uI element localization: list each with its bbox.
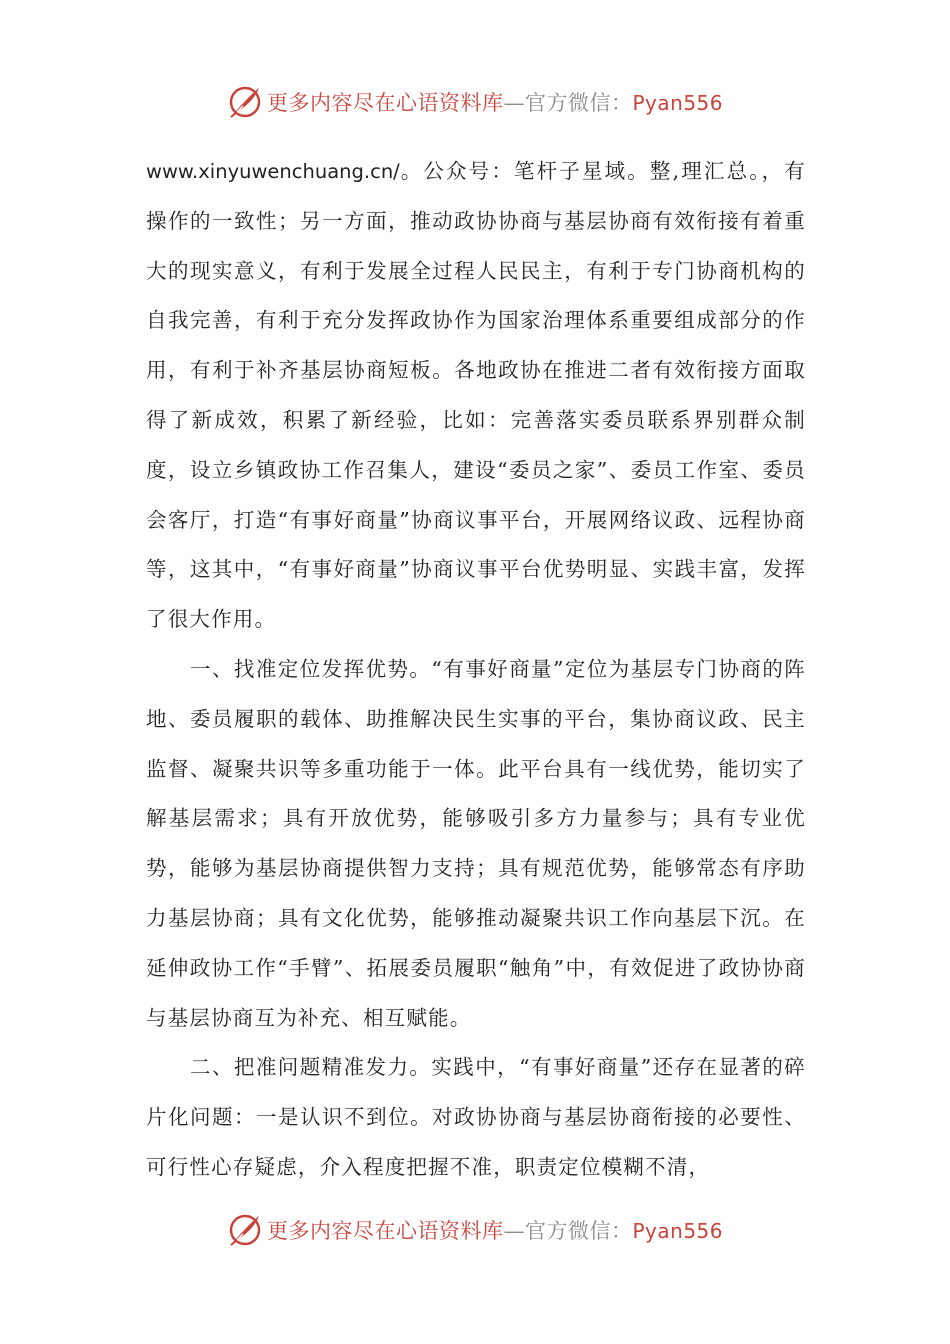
paragraph-2: 一、找准定位发挥优势。“有事好商量”定位为基层专门协商的阵地、委员履职的载体、助推解决民生实事的平台，集协商议政、民主监督、凝聚共识等多重功能于一体。此平台具有一线优势，能切实了解基层需求；具有开放优势，能够吸引多方力量参与；具有专业优势，能够为基层协商提供智力支持；具有规范优势，能够常态有序助力基层协商；具有文化优势，能够推动凝聚共识工作向基层下沉。在延伸政协工作“手臂”、拓展委员履职“触角”中，有效促进了政协协商与基层协商互为补充、相互赋能。 (146, 656, 806, 1030)
footer-dash: — (503, 1219, 525, 1243)
quill-pen-logo-icon (227, 1212, 263, 1248)
header-wechat-label: 官方微信： (524, 91, 633, 115)
paragraph-1 (146, 147, 806, 645)
header-wechat-id: Pyan556 (632, 91, 723, 115)
paragraph-3: 二、把准问题精准发力。实践中，“有事好商量”还存在显著的碎片化问题：一是认识不到位。对政协协商与基层协商衔接的必要性、可行性心存疑虑，介入程度把握不准，职责定位模糊不清， (146, 1055, 806, 1179)
website-url: www.xinyuwenchuang.cn/ (146, 160, 400, 183)
quill-pen-logo-icon (227, 84, 263, 120)
paragraph-1-text: 。公众号：笔杆子星域。整,理汇总。，有操作的一致性；另一方面，推动政协协商与基层协商有效衔接有着重大的现实意义，有利于发展全过程人民民主，有利于专门协商机构的自我完善，有利于充分发挥政协作为国家治理体系重要组成部分的作用，有利于补齐基层协商短板。各地政协在推进二者有效衔接方面取得了新成效，积累了新经验，比如：完善落实委员联系界别群众制度，设立乡镇政协工作召集人，建设“委员之家”、委员工作室、委员会客厅，打造“有事好商量”协商议事平台，开展网络议政、远程协商等，这其中，“有事好商量”协商议事平台优势明显、实践丰富，发挥了很大作用。 (146, 159, 806, 632)
document-body (146, 147, 806, 1193)
footer-banner (0, 1208, 950, 1252)
footer-wechat-label: 官方微信： (524, 1219, 633, 1243)
footer-brand-text: 更多内容尽在心语资料库 (266, 1219, 504, 1243)
footer-wechat-id: Pyan556 (632, 1219, 723, 1243)
header-banner (0, 80, 950, 124)
header-dash: — (503, 91, 525, 115)
header-brand-text: 更多内容尽在心语资料库 (266, 91, 504, 115)
